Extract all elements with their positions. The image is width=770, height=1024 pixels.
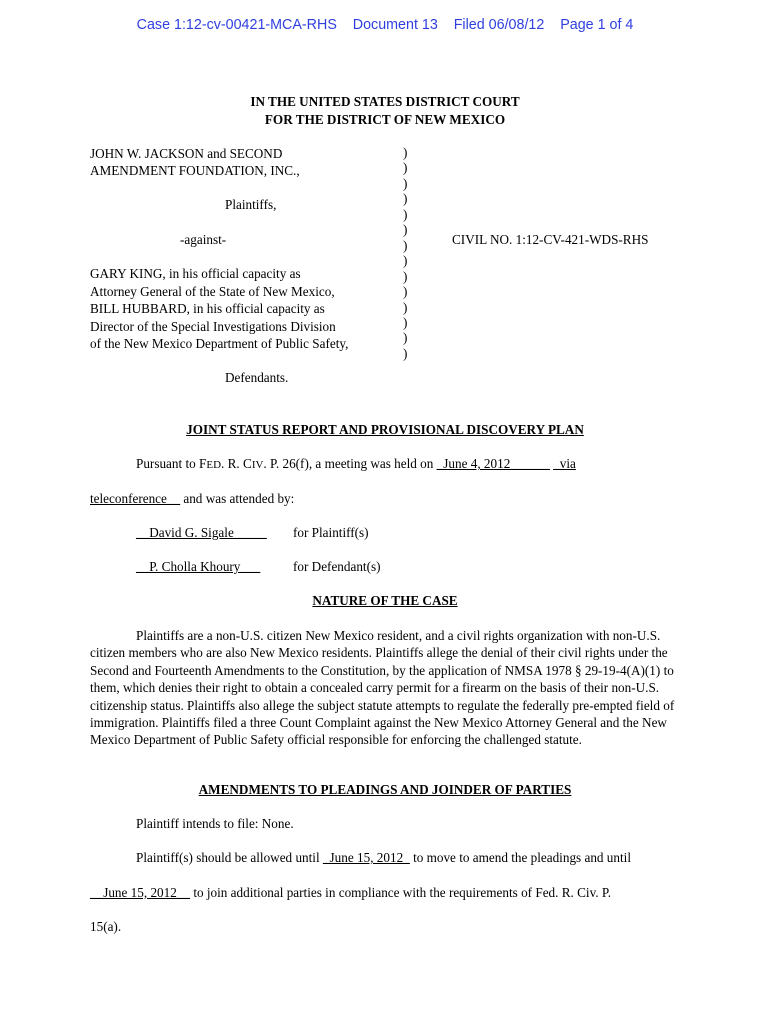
meeting-sentence (136, 456, 576, 472)
amend-date: _June 15, 2012_ (322, 850, 410, 865)
report-title: JOINT STATUS REPORT AND PROVISIONAL DISCOVERY PLAN (186, 422, 584, 437)
meeting-prefix: Pursuant to (136, 456, 200, 471)
defendant-role: for Defendant(s) (293, 559, 381, 574)
defendant-attendee-line (136, 559, 260, 575)
join-suffix: to join additional parties in compliance with the requirements of Fed. R. Civ. P. (190, 885, 612, 900)
rule-iv: IV (251, 459, 264, 471)
rule-c: C (243, 456, 252, 471)
defendants-label: Defendants. (225, 370, 289, 385)
defendants-line4: Director of the Special Investigations Division (90, 319, 336, 334)
filed-date: Filed 06/08/12 (453, 17, 545, 33)
nature-body: Plaintiffs are a non-U.S. citizen New Mexico resident, and a civil rights organization with non-U.S. citizen members who are also New Mexico residents. Plaintiffs allege the denial of their civil rights under the Second and Fourteenth Amendments to the Constitution, by the application of NMSA 1978 § 29-19-4(A)(1) to them, which denies their right to obtain a concealed carry permit for a firearm on the basis of their non-U.S. citizenship status. Plaintiffs also allege the subject statute attempts to regulate the federally pre-empted field of immigration. Plaintiffs filed a three Count Complaint against the New Mexico Attorney General and the New Mexico Department of Public Safety official responsible for enforcing the challenged statute. (90, 628, 675, 748)
civil-number: CIVIL NO. 1:12-CV-421-WDS-RHS (452, 232, 649, 247)
filing-header (0, 17, 770, 33)
plaintiff-role: for Plaintiff(s) (293, 525, 369, 540)
meeting-mode-line (90, 491, 294, 507)
rule-tail: . P. 26(f), a meeting was held on (263, 456, 437, 471)
meeting-date: _June 4, 2012______ (436, 456, 550, 471)
defendants-line2: Attorney General of the State of New Mexico, (90, 284, 335, 299)
meeting-mode: teleconference__ (90, 491, 181, 506)
defendants-line5: of the New Mexico Department of Public Safety, (90, 336, 349, 351)
join-date: __June 15, 2012__ (90, 885, 191, 900)
amend-suffix: to move to amend the pleadings and until (409, 850, 631, 865)
join-deadline-line (90, 885, 611, 901)
defendants-line3: BILL HUBBARD, in his official capacity as (90, 301, 325, 316)
rule-f: F (199, 456, 207, 471)
court-name-line2: FOR THE DISTRICT OF NEW MEXICO (264, 112, 506, 127)
against-label: -against- (180, 232, 227, 247)
document-number: Document 13 (352, 17, 438, 33)
defendant-attendee: __P. Cholla Khoury___ (136, 559, 261, 574)
plaintiffs-label: Plaintiffs, (225, 197, 277, 212)
page-number: Page 1 of 4 (560, 17, 634, 33)
plaintiff-attendee-line (136, 525, 267, 541)
nature-heading: NATURE OF THE CASE (312, 593, 458, 608)
plaintiffs-line1: JOHN W. JACKSON and SECOND (90, 146, 283, 161)
rule-r: . R. (221, 456, 244, 471)
caption-divider: ) ) ) ) ) ) ) ) ) ) ) ) ) ) (403, 145, 408, 361)
plaintiff-attendee: __David G. Sigale_____ (136, 525, 267, 540)
amendments-heading: AMENDMENTS TO PLEADINGS AND JOINDER OF PARTIES (198, 782, 572, 797)
rule-citation-end: 15(a). (90, 919, 122, 934)
amendments-intent: Plaintiff intends to file: None. (136, 816, 294, 831)
plaintiffs-line2: AMENDMENT FOUNDATION, INC., (90, 163, 300, 178)
amend-deadline-line (136, 850, 631, 866)
meeting-via: _via (553, 456, 576, 471)
rule-ed: ED (206, 459, 222, 471)
defendants-line1: GARY KING, in his official capacity as (90, 266, 301, 281)
case-number: Case 1:12-cv-00421-MCA-RHS (136, 17, 337, 33)
meeting-attended: and was attended by: (180, 491, 295, 506)
amend-prefix: Plaintiff(s) should be allowed until (136, 850, 323, 865)
court-name-line1: IN THE UNITED STATES DISTRICT COURT (250, 94, 520, 109)
